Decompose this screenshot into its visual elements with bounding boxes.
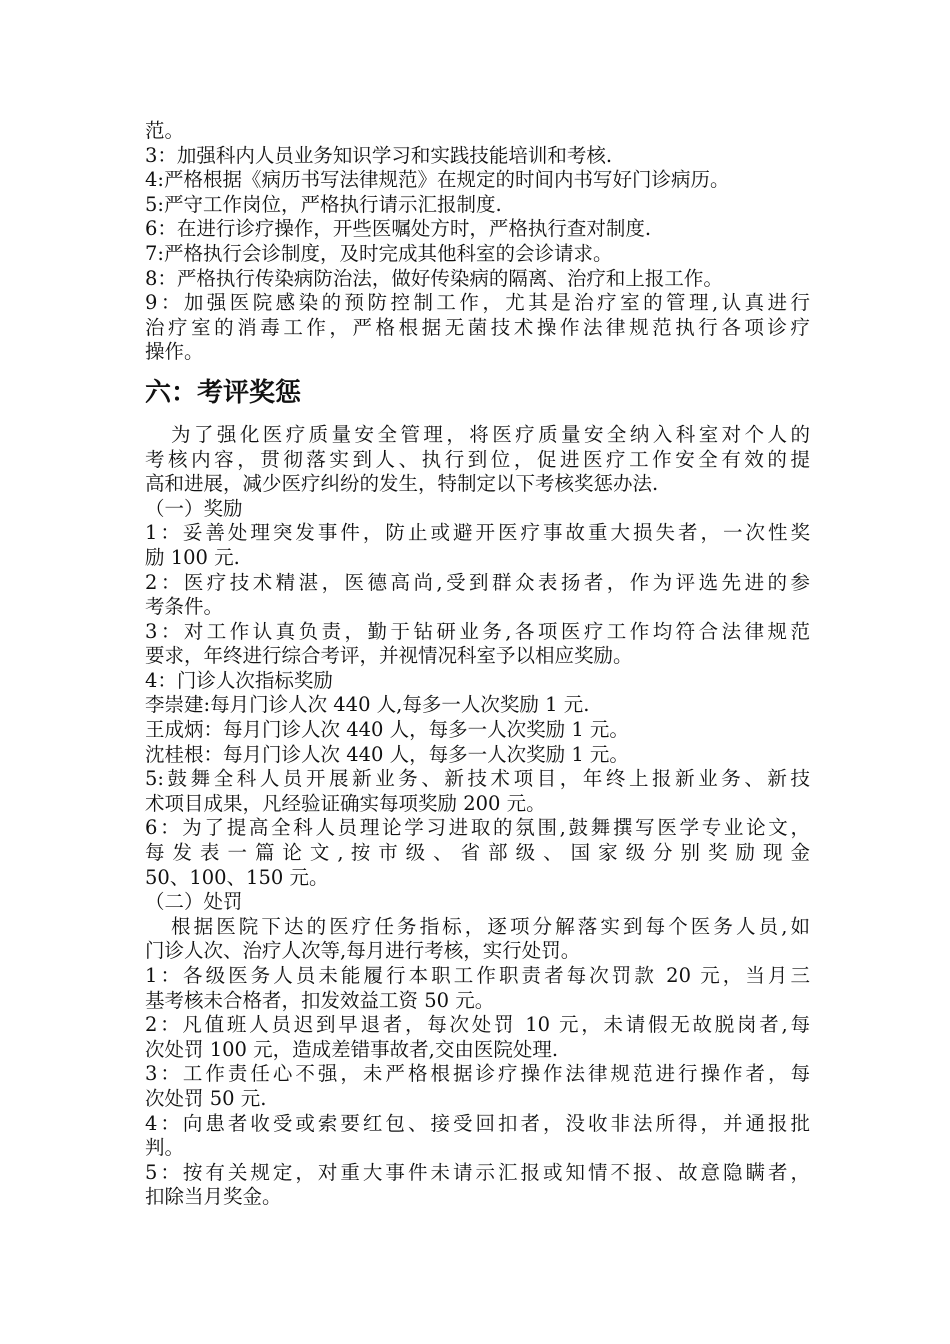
penalty-line: 次处罚 50 元. xyxy=(145,1086,267,1110)
reward-line: 每 发 表 一 篇 论 文 , 按 市 级 、 省 部 级 、 国 家 级 分 别 奖 励 现 金 xyxy=(145,841,810,865)
rule-line: 8：严格执行传染病防治法，做好传染病的隔离、治疗和上报工作。 xyxy=(145,266,723,290)
reward-line: 要求，年终进行综合考评，并视情况科室予以相应奖励。 xyxy=(145,644,633,668)
reward-line: 2：医疗技术精湛，医德高尚,受到群众表扬者，作为评选先进的参 xyxy=(145,570,810,594)
rule-line: 3：加强科内人员业务知识学习和实践技能培训和考核. xyxy=(145,143,613,167)
penalty-title: （二）处罚 xyxy=(145,890,243,914)
intro-line: 高和进展，减少医疗纠纷的发生，特制定以下考核奖惩办法. xyxy=(145,472,659,496)
reward-line: 李崇建:每月门诊人次 440 人,每多一人次奖励 1 元. xyxy=(145,693,590,717)
reward-line: 考条件。 xyxy=(145,595,224,619)
penalty-line: 扣除当月奖金。 xyxy=(145,1185,282,1209)
reward-line: 励 100 元. xyxy=(145,545,240,569)
reward-line: 5:鼓舞全科人员开展新业务、新技术项目，年终上报新业务、新技 xyxy=(145,767,810,791)
reward-line: 王成炳：每月门诊人次 440 人，每多一人次奖励 1 元。 xyxy=(145,718,629,742)
rule-line: 5:严守工作岗位，严格执行请示汇报制度. xyxy=(145,192,502,216)
rule-line: 操作。 xyxy=(145,340,204,364)
reward-list xyxy=(145,521,810,890)
intro-line: 为了强化医疗质量安全管理，将医疗质量安全纳入科室对个人的 xyxy=(171,422,810,446)
rule-line: 治疗室的消毒工作，严格根据无菌技术操作法律规范执行各项诊疗 xyxy=(145,315,810,339)
reward-line: 6：为了提高全科人员理论学习进取的氛围,鼓舞撰写医学专业论文， xyxy=(145,816,810,840)
reward-line: 沈桂根：每月门诊人次 440 人，每多一人次奖励 1 元。 xyxy=(145,742,629,766)
reward-line: 50、100、150 元。 xyxy=(145,865,329,889)
reward-title: （一）奖励 xyxy=(145,496,243,520)
rule-line: 4:严格根据《病历书写法律规范》在规定的时间内书写好门诊病历。 xyxy=(145,168,730,192)
rule-line: 6：在进行诊疗操作，开些医嘱处方时，严格执行查对制度. xyxy=(145,217,652,241)
reward-line: 4：门诊人次指标奖励 xyxy=(145,668,333,692)
rule-line: 9：加强医院感染的预防控制工作，尤其是治疗室的管理,认真进行 xyxy=(145,291,810,315)
penalty-list xyxy=(145,964,810,1210)
penalty-line: 判。 xyxy=(145,1136,185,1160)
intro-line: 考核内容，贯彻落实到人、执行到位，促进医疗工作安全有效的提 xyxy=(145,447,810,471)
penalty-line: 3：工作责任心不强，未严格根据诊疗操作法律规范进行操作者，每 xyxy=(145,1062,810,1086)
penalty-line: 2：凡值班人员迟到早退者，每次处罚 10 元，未请假无故脱岗者,每 xyxy=(145,1013,810,1037)
intro-paragraph xyxy=(145,423,810,497)
rules-list xyxy=(145,119,810,365)
penalty-intro xyxy=(145,915,810,964)
section-heading: 六：考评奖惩 xyxy=(145,377,302,408)
document-page xyxy=(145,119,810,1210)
reward-line: 术项目成果，凡经验证确实每项奖励 200 元。 xyxy=(145,791,546,815)
penalty-line: 基考核未合格者，扣发效益工资 50 元。 xyxy=(145,988,495,1012)
penalty-intro-line: 门诊人次、治疗人次等,每月进行考核，实行处罚。 xyxy=(145,939,581,963)
penalty-intro-line: 根据医院下达的医疗任务指标，逐项分解落实到每个医务人员,如 xyxy=(171,914,810,938)
penalty-line: 次处罚 100 元，造成差错事故者,交由医院处理. xyxy=(145,1037,559,1061)
penalty-line: 1：各级医务人员未能履行本职工作职责者每次罚款 20 元，当月三 xyxy=(145,964,810,987)
reward-line: 3：对工作认真负责，勤于钻研业务,各项医疗工作均符合法律规范 xyxy=(145,619,810,643)
rule-line: 7:严格执行会诊制度，及时完成其他科室的会诊请求。 xyxy=(145,241,613,265)
penalty-line: 5：按有关规定，对重大事件未请示汇报或知情不报、故意隐瞒者， xyxy=(145,1160,810,1184)
penalty-line: 4：向患者收受或索要红包、接受回扣者，没收非法所得，并通报批 xyxy=(145,1111,810,1135)
reward-line: 1：妥善处理突发事件，防止或避开医疗事故重大损失者，一次性奖 xyxy=(145,521,810,545)
rule-line: 范。 xyxy=(145,119,185,142)
